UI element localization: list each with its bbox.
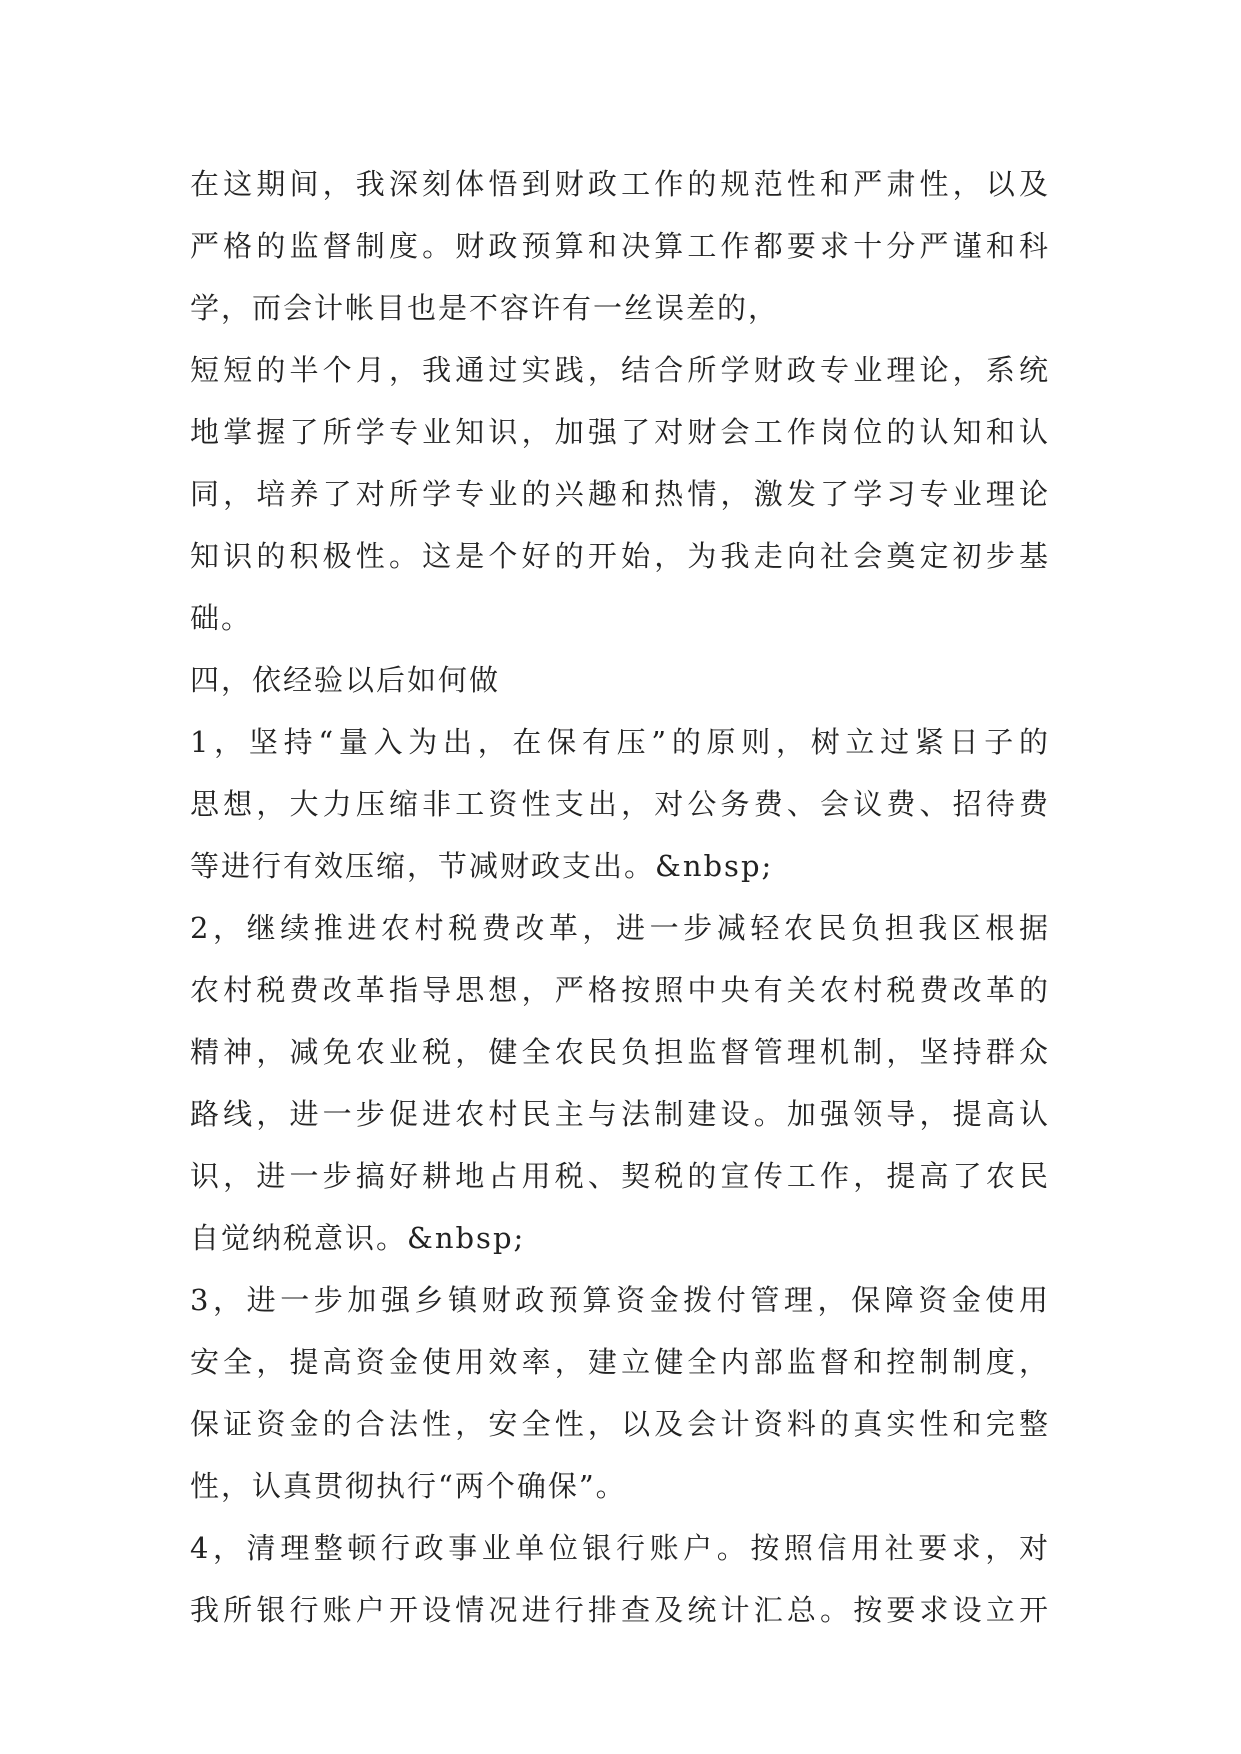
text-line: 1，坚持“量入为出，在保有压”的原则，树立过紧日子的 [190,725,1050,759]
text-line: 地掌握了所学专业知识，加强了对财会工作岗位的认知和认 [190,415,1050,449]
text-line: 短短的半个月，我通过实践，结合所学财政专业理论，系统 [190,353,1050,387]
text-line: 在这期间，我深刻体悟到财政工作的规范性和严肃性，以及 [190,167,1050,201]
text-line: 农村税费改革指导思想，严格按照中央有关农村税费改革的 [190,973,1050,1007]
text-line: 自觉纳税意识。&nbsp; [190,1221,526,1255]
text-line: 思想，大力压缩非工资性支出，对公务费、会议费、招待费 [190,787,1050,821]
text-line: 精神，减免农业税，健全农民负担监督管理机制，坚持群众 [190,1035,1050,1069]
text-line: 知识的积极性。这是个好的开始，为我走向社会奠定初步基 [190,539,1050,573]
text-line: 2，继续推进农村税费改革，进一步减轻农民负担我区根据 [190,911,1050,945]
text-line: 同，培养了对所学专业的兴趣和热情，激发了学习专业理论 [190,477,1050,511]
text-line: 性，认真贯彻执行“两个确保”。 [190,1469,627,1503]
text-line: 础。 [190,601,253,635]
document-body [190,153,1050,1641]
text-line: 我所银行账户开设情况进行排查及统计汇总。按要求设立开 [190,1593,1050,1627]
section-heading: 四，依经验以后如何做 [190,663,501,697]
text-line: 识，进一步搞好耕地占用税、契税的宣传工作，提高了农民 [190,1159,1050,1193]
text-line: 安全，提高资金使用效率，建立健全内部监督和控制制度， [190,1345,1050,1379]
text-line: 路线，进一步促进农村民主与法制建设。加强领导，提高认 [190,1097,1050,1131]
text-line: 4，清理整顿行政事业单位银行账户。按照信用社要求，对 [190,1531,1050,1565]
text-line: 3，进一步加强乡镇财政预算资金拨付管理，保障资金使用 [190,1283,1050,1317]
text-line: 严格的监督制度。财政预算和决算工作都要求十分严谨和科 [190,229,1050,263]
text-line: 保证资金的合法性，安全性，以及会计资料的真实性和完整 [190,1407,1050,1441]
text-line: 等进行有效压缩，节减财政支出。&nbsp; [190,849,774,883]
text-line: 学，而会计帐目也是不容许有一丝误差的， [190,291,780,325]
